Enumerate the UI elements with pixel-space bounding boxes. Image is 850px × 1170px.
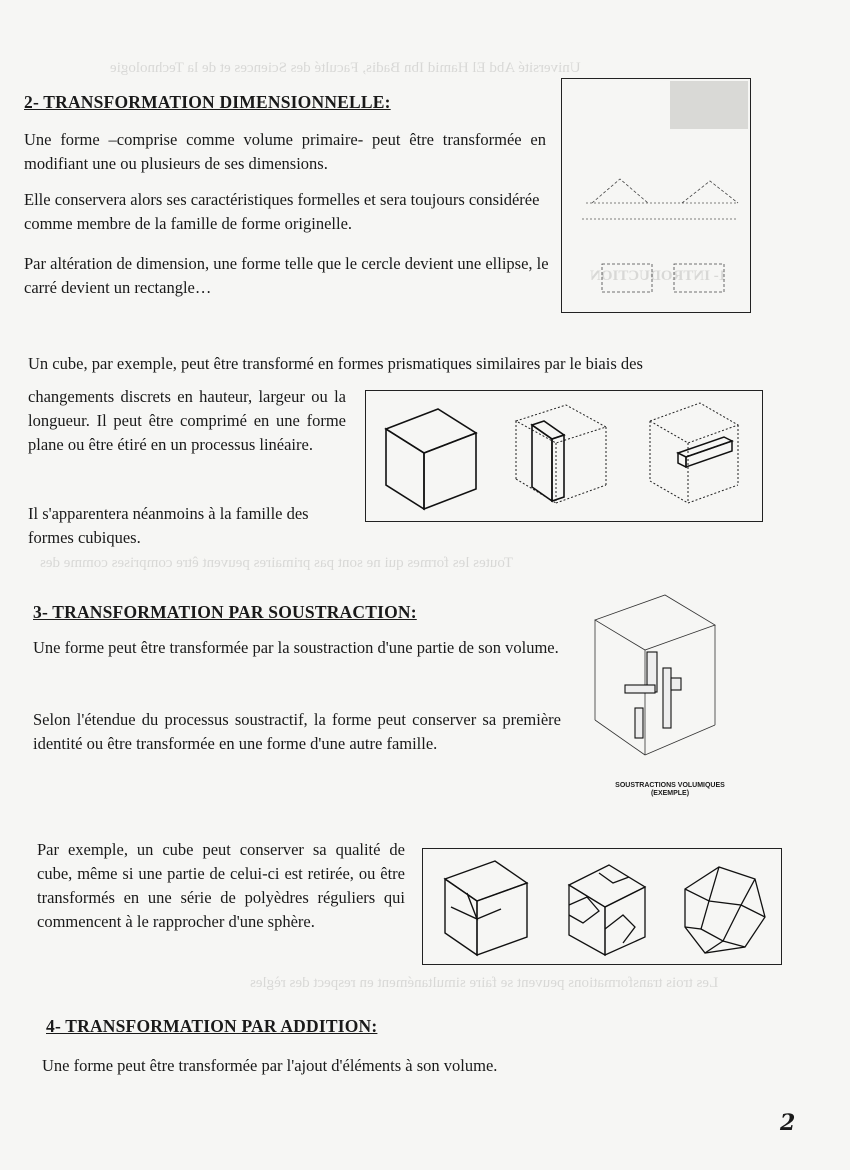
paragraph-dimension-1: Une forme –comprise comme volume primaire- peut être transformée en modifiant une ou plusieurs de ses dimensions.	[24, 130, 546, 173]
paragraph-addition-1: Une forme peut être transformée par l'ajout d'éléments à son volume.	[42, 1056, 498, 1075]
figure-frame-polyhedra	[422, 848, 782, 965]
polyhedra-drawing	[423, 849, 781, 964]
show-through-text: Les trois transformations peuvent se faire simultanément en respect des règles	[250, 975, 719, 991]
section-heading-addition: 4- TRANSFORMATION PAR ADDITION:	[46, 1016, 378, 1036]
section-heading-subtraction: 3- TRANSFORMATION PAR SOUSTRACTION:	[33, 602, 417, 622]
figure-frame-top	[561, 78, 751, 313]
caption-line-1: SOUSTRACTIONS VOLUMIQUES	[615, 782, 725, 789]
paragraph-subtraction-2: Selon l'étendue du processus soustractif, la forme peut conserver sa première identité ou être transformée en une forme d'une autre famille.	[33, 710, 561, 753]
paragraph-dimension-2: Elle conservera alors ses caractéristiques formelles et sera toujours considérée comme membre de la famille de forme originelle.	[24, 190, 540, 233]
polyhedron-near-sphere	[685, 867, 765, 953]
cube-multiple-cuts	[569, 865, 645, 955]
paragraph-dimension-4: changements discrets en hauteur, largeur ou la longueur. Il peut être comprimé en une forme plane ou être étiré en un processus linéaire.	[28, 387, 346, 454]
show-through-text: 1- INTRODUCTION	[590, 268, 727, 284]
solid-cube	[386, 409, 476, 509]
dimension-cubes-drawing	[366, 391, 762, 521]
cube-corner-cut	[445, 861, 527, 955]
paragraph-subtraction-3: Par exemple, un cube peut conserver sa qualité de cube, même si une partie de celui-ci est retirée, ou être transformés en une série de polyèdres réguliers qui commencent à le rapprocher d'une sphère.	[37, 840, 405, 931]
dotted-cube-slab	[516, 405, 606, 503]
section-heading-dimension: 2- TRANSFORMATION DIMENSIONNELLE:	[24, 92, 391, 112]
show-through-text: Toutes les formes qui ne sont pas primaires peuvent être comprises comme des	[40, 555, 513, 571]
transformation-sketch	[562, 79, 750, 312]
page-number: 2	[780, 1110, 796, 1136]
figure-caption-subtraction	[600, 782, 740, 798]
paragraph-dimension-4-lead: Un cube, par exemple, peut être transformé en formes prismatiques similaires par le biais des	[28, 354, 643, 373]
paragraph-dimension-3: Par altération de dimension, une forme telle que le cercle devient une ellipse, le carré devient un rectangle…	[24, 254, 549, 297]
paragraph-dimension-5: Il s'apparentera néanmoins à la famille des formes cubiques.	[28, 504, 309, 547]
figure-frame-cubes	[365, 390, 763, 522]
subtraction-volume-drawing	[585, 590, 735, 780]
paragraph-subtraction-1: Une forme peut être transformée par la soustraction d'une partie de son volume.	[33, 638, 559, 657]
caption-line-2: (EXEMPLE)	[650, 790, 690, 797]
show-through-text: Université Abd El Hamid Ibn Badis, Faculté des Sciences et de la Technologie	[110, 60, 581, 76]
